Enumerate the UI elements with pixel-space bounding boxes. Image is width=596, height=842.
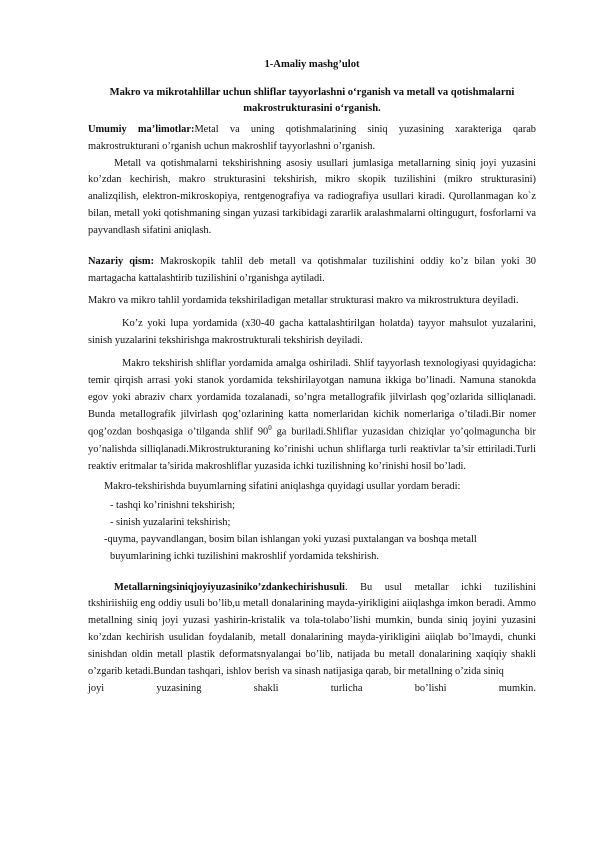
list-item: - tashqi ko’rinishni tekshirish; [110,500,235,512]
list-item: - sinish yuzalarini tekshirish; [110,517,231,529]
macro-micro-paragraph: Makro va mikro tahlil yordamida tekshiriladigan metallar strukturasi makro va mikrostruktura deyiladi. [88,295,519,307]
degree-superscript: 0 [268,424,272,433]
general-info-text: Metal va uning qotishmalarining siniq yuzasining xarakteriga qarab makrostrukturani o’rganish uchun makroshlif tayyorlashni o’rganish. [88,123,537,152]
methods-paragraph: Metall va qotishmalarni tekshirishning asosiy usullari jumlasiga metallarning siniq joyi yuzasini ko’zdan kechirish, makro strukturasini tekshirish, mikro skopik tuzilishini (mikro strukturasini) analizqilish, elektron-mikroskopiya, rentgenografiya va radiografiya usullari kiradi. Qurollanmagan ko`z bilan, metall yoki qotishmaning singan yuzasi tarkibidagi zararlik aralashmalarni oltingugurt, fosforlarni va payvandlash sifatini aniqlash. [88,157,536,236]
list-item-3-line1: -quyma, payvandlangan, bosim bilan ishlangan yoki yuzasi puxtalangan va boshqa metall [104,533,477,545]
methods-list [88,498,536,565]
last-word: yuzasining [156,682,202,694]
list-intro: Makro-tekshirishda buyumlarning sifatini aniqlashga quyidagi usullar yordam beradi: [104,481,461,493]
lupa-paragraph: Ko’z yoki lupa yordamida (x30-40 gacha kattalashtirilgan holatda) tayyor mahsulot yuzalarini, sinish yuzalarini tekshirishga makrostrukturali tekshirish deyiladi. [88,318,536,347]
fracture-lead: Metallarningsiniqjoyiyuzasiniko’zdankechirishusuli [114,581,345,593]
document-title: 1-Amaliy mashg’ulot [264,59,360,70]
document-subtitle: Makro va mikrotahlillar uchun shliflar tayyorlashni o‘rganish va metall va qotishmalarni makrostrukturasini o‘rganish. [109,87,515,114]
list-item-3-line2: buyumlarining ichki tuzilishini makroshlif yordamida tekshirish. [110,550,379,562]
theory-text: Makroskopik tahlil deb metall va qotishmalar tuzilishini oddiy ko’z bilan yoki 30 martagacha kattalashtirib tuzilishini o’rganishga aytiladi. [88,255,536,284]
last-word: bo’lishi [414,682,447,694]
theory-lead: Nazariy qism: [88,255,155,267]
list-item [104,532,536,566]
theory-paragraph [88,254,536,288]
shlif-text-a: Makro tekshirish shliflar yordamida amalga oshiriladi. Shlif tayyorlash texnologiyasi quyidagicha: temir qirqish arrasi yoki stanok yordamida tekshirilayotgan namuna ikkiga bo’linadi. Namuna stanokda egov yoki abraziv charx yordamida tozalanadi, so’ngra metallografik jilvirlash qog’ozlarida silliqlanadi. Bunda metallografik jilvirlash qog’ozlarining katta nomerlaridan kichik nomerlariga o’tiladi.Bir nomer qog’ozdan boshqasiga o’tilganda shlif 90 [88,358,536,438]
last-word: shakli [253,682,279,694]
fracture-last-line [88,681,536,698]
general-info-lead: Umumiy ma’limotlar: [88,123,195,135]
fracture-paragraph [88,580,536,681]
last-word: joyi [88,682,105,694]
shlif-paragraph [88,356,536,475]
last-word: turlicha [330,682,363,694]
general-info-paragraph [88,122,536,156]
last-word: mumkin. [498,682,536,694]
shlif-text-b: ga buriladi.Shliflar yuzasidan chiziqlar yo’qolmaguncha bir yo’nalishda silliqlanadi.Mikrostrukturaning ko’rinishi uchun shliflarga turli reaktivlar ta’sir ettiriladi.Turli reaktiv eritmalar ta’sirida makroshliflar yuzasida ichki tuzilishning ko’rinishi hosil bo’ladi. [88,426,536,472]
fracture-text: . Bu usul metallar ichki tuzilishini tkshiriishiig eng oddiy usuli bo’lib,u metall donalarining mayda-yirikligini aiiqlashga imkon beradi. Ammo metallning siniq joyi yuzasi yashirin-kristalik va tola-tolabo’lishi mumkin, bunda siniq joyini yuzasini ko’zdan kechirish usulidan foydalanib, metall donalarining mayda-yirikligini aiiqlab bo’lmaydi, chunki sinishdan oldin metall plastik deformatsnyalangai bo’lib, natijada bu metall donalarining xaqiqiy shakli o’zgarib ketadi.Bundan tashqari, ishlov berish va sinash natijasiga qarab, bir metallning o’zida siniq [88,581,536,677]
